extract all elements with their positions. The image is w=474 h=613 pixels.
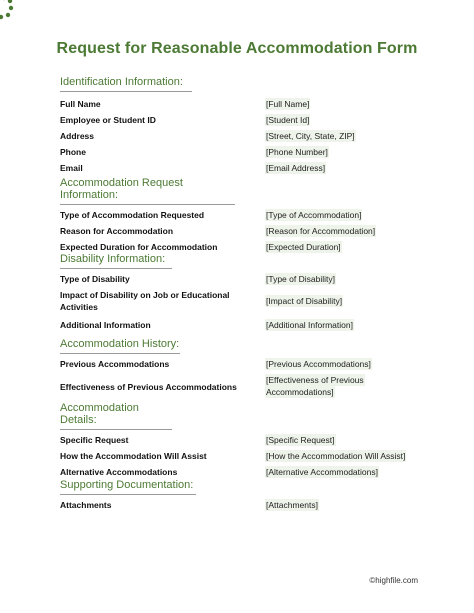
field-label: Specific Request [60,435,129,445]
field-label: Attachments [60,500,112,510]
field-value[interactable]: [Additional Information] [266,320,353,330]
field-label: Additional Information [60,320,151,330]
section-heading: Accommodation History: [60,338,180,354]
field-label: Expected Duration for Accommodation [60,242,218,252]
section-heading: Accommodation Request Information: [60,177,235,205]
field-label: Full Name [60,99,101,109]
form-title: Request for Reasonable Accommodation Form [56,40,418,57]
field-value[interactable]: [Student Id] [266,115,310,125]
section-details [60,402,440,477]
field-label: Previous Accommodations [60,359,170,369]
field-label: Email [60,163,83,173]
field-label: Type of Disability [60,274,130,284]
field-label: Type of Accommodation Requested [60,210,205,220]
section-heading: Accommodation Details: [60,402,172,430]
footer-copyright[interactable]: ©highfile.com [369,576,418,585]
field-value[interactable]: [Street, City, State, ZIP] [266,131,355,141]
field-value[interactable]: [Impact of Disability] [266,296,343,306]
field-value[interactable]: [How the Accommodation Will Assist] [266,451,406,461]
field-label: Reason for Accommodation [60,226,174,236]
corner-logo-icon [0,0,18,24]
section-heading: Identification Information: [60,76,192,92]
field-value-line1[interactable]: [Effectiveness of Previous [266,375,364,385]
field-value[interactable]: [Full Name] [266,99,310,109]
section-heading: Supporting Documentation: [60,479,196,495]
field-value[interactable]: [Phone Number] [266,147,328,157]
section-accommodation-request [60,177,440,252]
section-history [60,334,440,397]
field-value[interactable]: [Previous Accommodations] [266,359,371,369]
field-label-line2: Activities [60,302,98,312]
field-label: Employee or Student ID [60,115,156,125]
field-label: How the Accommodation Will Assist [60,451,207,461]
field-value-line2[interactable]: Accommodations] [266,387,334,397]
section-supporting-documentation [60,475,440,510]
field-label: Phone [60,147,86,157]
field-value[interactable]: [Specific Request] [266,435,335,445]
field-value[interactable]: [Alternative Accommodations] [266,467,378,477]
field-label-line1: Impact of Disability on Job or Educational [60,290,230,300]
field-label: Alternative Accommodations [60,467,178,477]
field-value[interactable]: [Attachments] [266,500,318,510]
section-disability [60,249,440,330]
field-value[interactable]: [Reason for Accommodation] [266,226,376,236]
field-value[interactable]: [Type of Disability] [266,274,335,284]
field-label: Effectiveness of Previous Accommodations [60,382,237,392]
field-value[interactable]: [Email Address] [266,163,326,173]
field-label: Address [60,131,95,141]
section-identification [60,72,440,173]
section-heading: Disability Information: [60,253,172,269]
field-value[interactable]: [Expected Duration] [266,242,341,252]
field-value[interactable]: [Type of Accommodation] [266,210,362,220]
